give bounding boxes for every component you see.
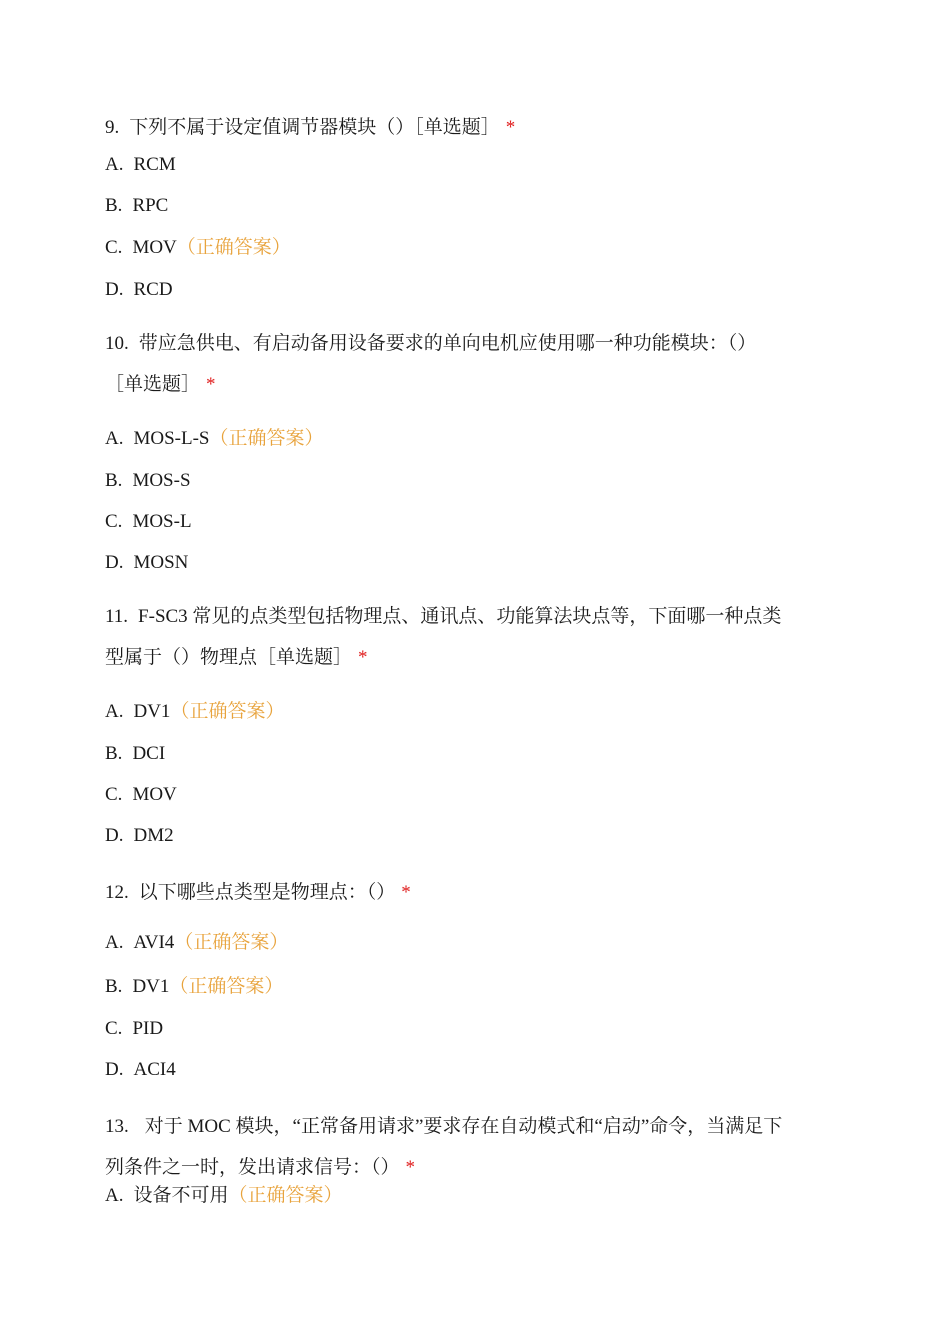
question-number: 11. <box>105 606 129 627</box>
question-11-option-c: C. MOV <box>105 784 177 805</box>
question-text: F-SC3 常见的点类型包括物理点、通讯点、功能算法块点等，下面哪一种点类 <box>138 606 782 627</box>
correct-answer-label: （正确答案） <box>228 1185 343 1206</box>
question-text: 对于 MOC 模块，“正常备用请求”要求存在自动模式和“启动”命令，当满足下 <box>144 1116 783 1137</box>
question-text: 以下哪些点类型是物理点：（） <box>138 882 396 903</box>
question-12-option-d: D. ACI4 <box>105 1059 176 1080</box>
question-12-option-b: B. DV1（正确答案） <box>105 976 284 997</box>
question-text: 带应急供电、有启动备用设备要求的单向电机应使用哪一种功能模块：（） <box>138 333 757 354</box>
correct-answer-label: （正确答案） <box>169 976 284 997</box>
required-mark: * <box>401 882 411 903</box>
required-mark: * <box>505 117 516 138</box>
question-11-option-a: A. DV1（正确答案） <box>105 701 285 722</box>
question-9-option-b: B. RPC <box>105 195 169 216</box>
question-text: ［单选题］ <box>105 374 201 395</box>
question-number: 13. <box>105 1116 129 1137</box>
question-12-title <box>105 881 411 905</box>
question-10-option-b: B. MOS-S <box>105 470 191 491</box>
question-13-title-line1 <box>105 1115 782 1139</box>
question-9-option-d: D. RCD <box>105 279 173 300</box>
correct-answer-label: （正确答案） <box>174 932 289 953</box>
question-number: 12. <box>105 882 129 903</box>
correct-answer-label: （正确答案） <box>170 701 285 722</box>
question-number: 9. <box>105 117 120 138</box>
correct-answer-label: （正确答案） <box>209 428 324 449</box>
question-13-option-a: A. 设备不可用（正确答案） <box>105 1185 343 1206</box>
required-mark: * <box>206 374 216 395</box>
question-text: 下列不属于设定值调节器模块（）［单选题］ <box>129 117 500 138</box>
question-9-title <box>105 116 515 140</box>
question-10-option-a: A. MOS-L-S（正确答案） <box>105 428 324 449</box>
question-number: 10. <box>105 333 129 354</box>
question-9-option-a: A. RCM <box>105 154 176 175</box>
question-13-title-line2 <box>105 1156 415 1180</box>
question-text: 型属于（）物理点［单选题］ <box>105 647 353 668</box>
question-9-option-c: C. MOV（正确答案） <box>105 237 291 258</box>
required-mark: * <box>358 647 368 668</box>
question-11-title-line1 <box>105 605 781 629</box>
question-11-title-line2 <box>105 646 368 670</box>
question-10-title-line1 <box>105 332 756 356</box>
required-mark: * <box>405 1157 416 1178</box>
question-10-option-d: D. MOSN <box>105 552 189 573</box>
correct-answer-label: （正确答案） <box>176 237 291 258</box>
question-10-option-c: C. MOS-L <box>105 511 192 532</box>
question-12-option-c: C. PID <box>105 1018 164 1039</box>
question-11-option-d: D. DM2 <box>105 825 174 846</box>
question-11-option-b: B. DCI <box>105 743 166 764</box>
question-10-title-line2 <box>105 373 216 397</box>
question-12-option-a: A. AVI4（正确答案） <box>105 932 289 953</box>
question-text: 列条件之一时，发出请求信号：（） <box>105 1157 400 1178</box>
